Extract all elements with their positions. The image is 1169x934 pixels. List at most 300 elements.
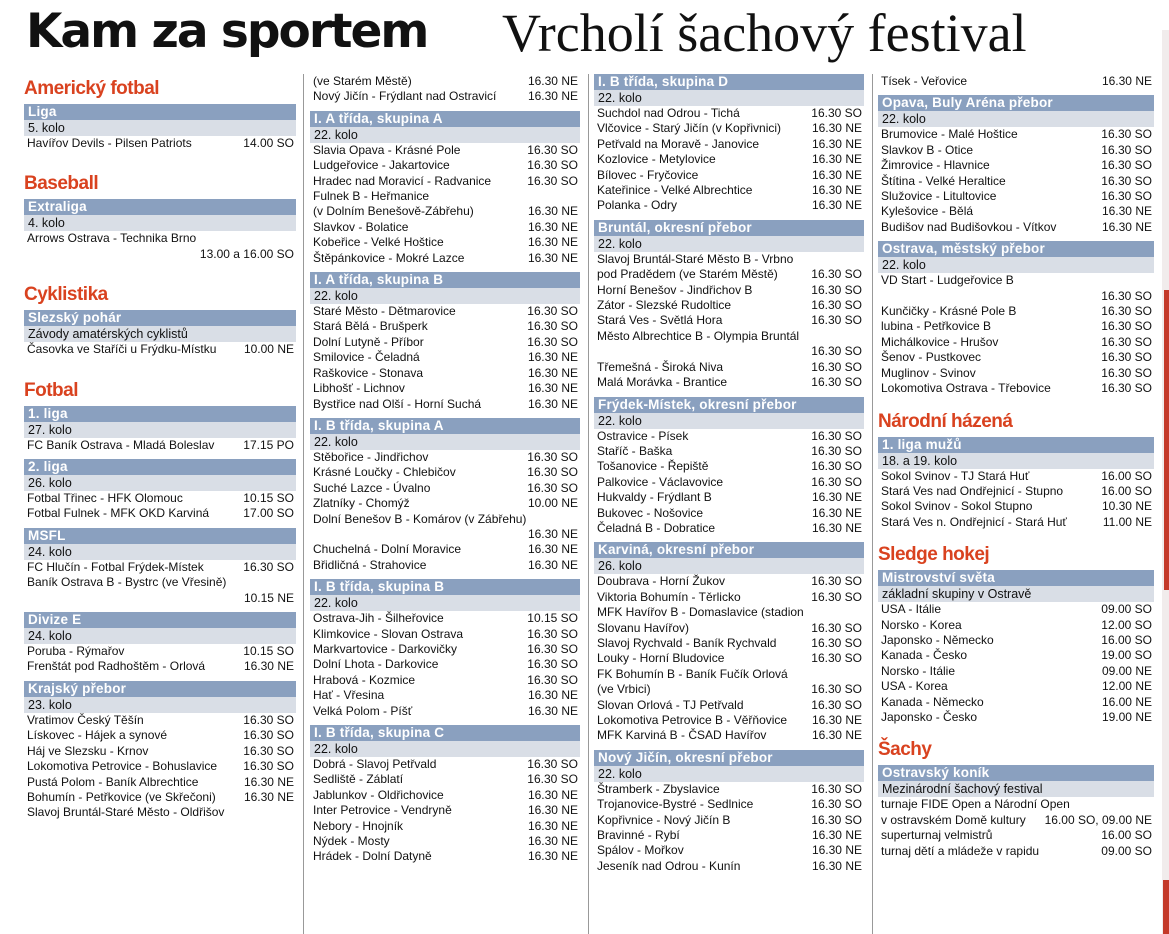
sport-heading: Fotbal <box>24 379 78 401</box>
column-divider <box>872 74 873 934</box>
match-teams: FC Baník Ostrava - Mladá Boleslav <box>27 437 215 452</box>
match-row <box>878 220 1154 235</box>
match-row <box>310 235 580 250</box>
round-label: 22. kolo <box>878 111 1154 127</box>
match-time: 16.30 NE <box>811 167 862 182</box>
match-row <box>310 657 580 672</box>
match-time: 16.30 SO <box>243 559 294 574</box>
match-row <box>24 136 296 151</box>
match-row <box>24 438 296 453</box>
round-label: 22. kolo <box>594 90 864 106</box>
match-row <box>594 459 864 474</box>
match-row <box>878 189 1154 204</box>
match-time: 16.30 SO <box>1101 381 1152 396</box>
match-time: 16.30 NE <box>527 557 578 572</box>
match-teams: Libhošť - Lichnov <box>313 381 405 396</box>
match-row <box>594 329 864 344</box>
match-row <box>878 797 1154 812</box>
match-time: 16.30 NE <box>527 250 578 265</box>
match-time: 16.30 SO <box>811 620 862 635</box>
match-teams: Trojanovice-Bystré - Sedlnice <box>597 797 754 812</box>
match-teams: pod Pradědem (ve Starém Městě) <box>597 267 778 282</box>
competition-bar: Frýdek-Místek, okresní přebor <box>594 397 864 413</box>
match-row <box>310 542 580 557</box>
match-row <box>878 289 1154 304</box>
round-label: 22. kolo <box>310 127 580 143</box>
match-row <box>878 618 1154 633</box>
match-row <box>310 450 580 465</box>
match-time: 16.00 NE <box>1101 694 1152 709</box>
match-teams: Dolní Benešov B - Komárov (v Zábřehu) <box>313 511 527 526</box>
round-label: Mezinárodní šachový festival <box>878 781 1154 797</box>
match-teams: Vlčovice - Starý Jičín (v Kopřivnici) <box>597 121 782 136</box>
match-teams: Staré Město - Dětmarovice <box>313 304 456 319</box>
match-teams: turnaj dětí a mládeže v rapidu <box>881 843 1040 858</box>
match-teams: Japonsko - Česko <box>881 709 978 724</box>
match-list <box>310 304 580 412</box>
match-time: 10.15 NE <box>243 590 294 605</box>
match-row <box>310 611 580 626</box>
match-time: 16.30 NE <box>811 152 862 167</box>
match-time: 16.30 NE <box>527 787 578 802</box>
match-row <box>310 350 580 365</box>
round-label: Závody amatérských cyklistů <box>24 326 296 342</box>
match-row <box>310 74 580 89</box>
match-time: 16.30 SO <box>527 158 578 173</box>
match-row <box>594 375 864 390</box>
match-row <box>878 143 1154 158</box>
match-time: 16.30 SO <box>527 772 578 787</box>
match-teams: Město Albrechtice B - Olympia Bruntál <box>597 328 800 343</box>
match-teams: Stará Ves - Světlá Hora <box>597 313 723 328</box>
match-time: 16.30 SO <box>811 781 862 796</box>
match-time: 16.00 SO <box>1101 468 1152 483</box>
match-teams: Sedliště - Záblatí <box>313 772 404 787</box>
edge-red-strip <box>1164 290 1169 590</box>
match-teams: Nebory - Hnojník <box>313 818 404 833</box>
match-time: 16.30 NE <box>811 728 862 743</box>
competition-bar: 1. liga mužů <box>878 437 1154 453</box>
match-teams: Krásné Loučky - Chlebičov <box>313 465 456 480</box>
competition-bar: Ostrava, městský přebor <box>878 241 1154 257</box>
match-row <box>24 790 296 805</box>
match-teams: Kobeřice - Velké Hoštice <box>313 235 444 250</box>
match-teams: Zlatníky - Chomýž <box>313 496 410 511</box>
match-time: 11.00 NE <box>1102 514 1152 529</box>
match-teams: Kozlovice - Metylovice <box>597 152 716 167</box>
match-teams: Stará Bělá - Brušperk <box>313 319 428 334</box>
match-time: 16.30 SO <box>527 757 578 771</box>
match-time: 10.15 SO <box>243 491 294 506</box>
match-teams: Brumovice - Malé Hoštice <box>881 127 1018 142</box>
match-row <box>594 475 864 490</box>
match-row <box>310 558 580 573</box>
match-row <box>878 515 1154 530</box>
match-list <box>24 342 296 357</box>
match-row <box>878 381 1154 396</box>
match-time: 16.30 NE <box>1101 204 1152 219</box>
match-row <box>310 143 580 158</box>
match-row <box>310 704 580 719</box>
match-teams: Japonsko - Německo <box>881 632 994 647</box>
match-row <box>310 627 580 642</box>
match-row <box>310 757 580 772</box>
match-teams <box>881 289 1101 304</box>
match-time: 16.30 SO <box>527 641 578 656</box>
match-row <box>878 828 1154 843</box>
match-teams: Stará Ves nad Ondřejnicí - Stupno <box>881 483 1064 498</box>
match-row <box>594 252 864 267</box>
round-label: 22. kolo <box>310 434 580 450</box>
match-row <box>878 710 1154 725</box>
page-subtitle: Vrcholí šachový festival <box>502 3 1027 63</box>
match-row <box>310 204 580 219</box>
match-time: 16.00 SO <box>1101 632 1152 647</box>
match-time: 16.30 SO <box>1101 173 1152 188</box>
match-time: 16.30 SO <box>811 474 862 489</box>
round-label: 27. kolo <box>24 422 296 438</box>
match-row <box>594 444 864 459</box>
match-teams: Hradec nad Moravicí - Radvanice <box>313 173 492 188</box>
match-time: 09.00 SO <box>1101 602 1152 617</box>
match-teams: Hrabová - Kozmice <box>313 672 416 687</box>
match-row <box>594 574 864 589</box>
match-time: 16.30 SO <box>527 142 578 157</box>
column-divider <box>303 74 304 934</box>
match-teams: Lískovec - Hájek a synové <box>27 728 168 743</box>
match-teams: Žimrovice - Hlavnice <box>881 158 990 173</box>
match-teams: Malá Morávka - Brantice <box>597 375 728 390</box>
competition-bar: Divize E <box>24 612 296 628</box>
sport-heading: Americký fotbal <box>24 78 160 99</box>
match-row <box>24 744 296 759</box>
match-row <box>594 313 864 328</box>
competition-bar: MSFL <box>24 528 296 544</box>
match-teams: Budišov nad Budišovkou - Vítkov <box>881 219 1057 234</box>
match-row <box>878 74 1154 89</box>
match-teams: Hať - Vřesina <box>313 688 385 703</box>
match-row <box>594 605 864 620</box>
match-row <box>594 152 864 167</box>
match-time: 16.00 SO <box>1101 828 1152 843</box>
match-row <box>310 397 580 412</box>
match-time: 10.00 NE <box>243 342 294 357</box>
competition-bar: I. B třída, skupina B <box>310 579 580 595</box>
column-divider <box>588 74 589 934</box>
match-time: 16.30 NE <box>811 183 862 198</box>
match-teams: Smilovice - Čeladná <box>313 350 420 365</box>
match-teams: Slavoj Rychvald - Baník Rychvald <box>597 635 777 650</box>
match-row <box>594 490 864 505</box>
match-time: 16.30 SO <box>811 797 862 812</box>
competition-bar: I. B třída, skupina C <box>310 725 580 741</box>
match-time: 16.30 SO <box>243 759 294 774</box>
match-teams: Bravinné - Rybí <box>597 828 680 843</box>
match-teams: Časovka ve Staříči u Frýdku-Místku <box>27 342 217 357</box>
match-teams: Štěpánkovice - Mokré Lazce <box>313 250 465 265</box>
match-row <box>594 636 864 651</box>
match-time: 16.30 SO <box>811 443 862 458</box>
match-time: 16.30 SO <box>811 574 862 589</box>
match-row <box>594 782 864 797</box>
match-teams: Louky - Horní Bludovice <box>597 651 725 666</box>
match-row <box>878 664 1154 679</box>
match-time: 10.30 NE <box>1101 499 1152 514</box>
match-row <box>24 644 296 659</box>
match-row <box>594 506 864 521</box>
match-time: 19.00 SO <box>1101 648 1152 663</box>
match-teams: Staříč - Baška <box>597 443 673 458</box>
sport-heading: Národní házená <box>878 410 1013 432</box>
sport-heading: Baseball <box>24 173 99 195</box>
match-row <box>594 521 864 536</box>
match-time: 16.30 SO <box>811 282 862 297</box>
sport-heading: Cyklistika <box>24 284 108 306</box>
match-row <box>594 267 864 282</box>
match-row <box>310 673 580 688</box>
match-time: 16.30 SO <box>1101 189 1152 204</box>
match-time: 16.30 SO <box>243 728 294 743</box>
match-teams: Kylešovice - Bělá <box>881 204 974 219</box>
match-teams: Klimkovice - Slovan Ostrava <box>313 626 464 641</box>
match-time: 16.30 NE <box>527 350 578 365</box>
match-teams: Slavkov B - Otice <box>881 142 974 157</box>
match-row <box>878 335 1154 350</box>
round-label: 26. kolo <box>24 475 296 491</box>
match-row <box>594 828 864 843</box>
match-teams: Slavia Opava - Krásné Pole <box>313 142 461 157</box>
match-time: 16.00 SO <box>1101 483 1152 498</box>
match-time: 16.30 NE <box>527 803 578 818</box>
match-teams: Raškovice - Stonava <box>313 365 424 380</box>
match-time: 16.30 SO <box>811 428 862 443</box>
match-time: 12.00 NE <box>1101 679 1152 694</box>
match-time: 16.30 SO <box>1101 319 1152 334</box>
match-teams: superturnaj velmistrů <box>881 828 993 843</box>
match-teams: USA - Itálie <box>881 602 942 617</box>
match-time: 16.30 SO <box>811 651 862 666</box>
match-time: 16.30 SO <box>811 267 862 282</box>
match-time: 16.30 SO <box>527 334 578 349</box>
match-time: 16.30 SO <box>1101 334 1152 349</box>
match-time: 16.30 SO <box>811 106 862 120</box>
match-teams: Michálkovice - Hrušov <box>881 334 999 349</box>
match-time: 16.30 SO <box>811 313 862 328</box>
match-teams: Hrádek - Dolní Datyně <box>313 849 432 864</box>
match-teams: Bukovec - Nošovice <box>597 505 704 520</box>
match-teams: Lokomotiva Petrovice B - Věřňovice <box>597 713 788 727</box>
match-row <box>24 805 296 820</box>
match-teams: Sokol Svinov - Sokol Stupno <box>881 499 1033 514</box>
match-time: 16.30 NE <box>527 74 578 88</box>
match-row <box>310 465 580 480</box>
match-row <box>878 174 1154 189</box>
match-time: 16.30 SO <box>1101 158 1152 173</box>
match-row <box>310 189 580 204</box>
match-time: 16.30 NE <box>811 136 862 151</box>
match-row <box>310 512 580 527</box>
round-label: 26. kolo <box>594 558 864 574</box>
round-label: 22. kolo <box>310 288 580 304</box>
match-teams: turnaje FIDE Open a Národní Open <box>881 797 1070 812</box>
match-row <box>878 204 1154 219</box>
match-list <box>24 438 296 453</box>
match-row <box>310 220 580 235</box>
match-teams: Chuchelná - Dolní Moravice <box>313 542 462 557</box>
match-time: 16.30 NE <box>243 789 294 804</box>
match-teams: Baník Ostrava B - Bystrc (ve Vřesině) <box>27 575 227 590</box>
competition-bar: Bruntál, okresní přebor <box>594 220 864 236</box>
match-time: 16.30 NE <box>811 520 862 535</box>
match-teams: Lokomotiva Petrovice - Bohuslavice <box>27 759 218 774</box>
round-label: 24. kolo <box>24 544 296 560</box>
competition-bar: Nový Jičín, okresní přebor <box>594 750 864 766</box>
match-teams: Suché Lazce - Úvalno <box>313 480 431 495</box>
match-teams: Štítina - Velké Heraltice <box>881 173 1006 188</box>
match-row <box>594 590 864 605</box>
match-teams: Fulnek B - Heřmanice <box>313 189 430 204</box>
match-time: 16.30 SO <box>527 626 578 641</box>
match-time: 16.30 SO <box>243 743 294 758</box>
match-row <box>594 713 864 728</box>
match-teams: Horní Benešov - Jindřichov B <box>597 282 753 297</box>
sport-heading: Sledge hokej <box>878 544 990 566</box>
match-row <box>594 121 864 136</box>
match-list <box>594 782 864 874</box>
match-row <box>878 469 1154 484</box>
match-row <box>878 350 1154 365</box>
match-time: 16.00 SO, 09.00 NE <box>1044 812 1152 827</box>
match-row <box>24 560 296 575</box>
match-list <box>594 106 864 214</box>
page-header <box>0 0 1169 70</box>
match-list <box>878 469 1154 531</box>
match-row <box>310 251 580 266</box>
round-label: 22. kolo <box>310 595 580 611</box>
match-row <box>24 775 296 790</box>
competition-bar: Slezský pohár <box>24 310 296 326</box>
match-time: 16.30 SO <box>811 359 862 374</box>
match-list <box>310 143 580 266</box>
match-time: 17.15 PO <box>243 437 294 452</box>
match-teams: Kateřinice - Velké Albrechtice <box>597 183 753 198</box>
match-time: 17.00 SO <box>243 506 294 521</box>
match-time: 16.30 NE <box>811 713 862 727</box>
match-row <box>24 659 296 674</box>
match-teams: Doubrava - Horní Žukov <box>597 574 726 589</box>
match-row <box>310 803 580 818</box>
round-label: 22. kolo <box>594 766 864 782</box>
match-teams: Nýdek - Mosty <box>313 834 390 849</box>
match-time: 14.00 SO <box>243 136 294 150</box>
match-teams: Norsko - Korea <box>881 617 962 632</box>
match-row <box>878 695 1154 710</box>
match-teams: USA - Korea <box>881 679 948 694</box>
match-teams: Slavoj Bruntál-Staré Město B - Vrbno <box>597 251 794 266</box>
match-row <box>878 813 1154 828</box>
match-teams: Sokol Svinov - TJ Stará Huť <box>881 468 1030 483</box>
match-teams: Muglinov - Svinov <box>881 365 976 380</box>
match-list <box>310 611 580 719</box>
match-list <box>310 757 580 865</box>
match-teams: Štramberk - Zbyslavice <box>597 781 720 796</box>
match-teams: Kanada - Česko <box>881 648 968 663</box>
round-label: 22. kolo <box>594 236 864 252</box>
match-row <box>310 527 580 542</box>
match-row <box>310 158 580 173</box>
match-row <box>24 342 296 357</box>
match-time: 16.30 SO <box>1101 142 1152 157</box>
match-teams: Hukvaldy - Frýdlant B <box>597 490 712 505</box>
match-time: 12.00 SO <box>1101 617 1152 632</box>
match-teams: FC Hlučín - Fotbal Frýdek-Místek <box>27 559 204 574</box>
match-row <box>878 319 1154 334</box>
competition-bar: Liga <box>24 104 296 120</box>
match-time: 16.30 SO <box>527 672 578 687</box>
match-teams: Havířov Devils - Pilsen Patriots <box>27 136 192 150</box>
match-teams: Lokomotiva Ostrava - Třebovice <box>881 381 1051 396</box>
match-row <box>310 642 580 657</box>
match-teams: Markvartovice - Darkovičky <box>313 641 458 656</box>
match-row <box>878 304 1154 319</box>
match-teams: Vratimov Český Těšín <box>27 712 144 727</box>
match-teams: Kopřivnice - Nový Jičín B <box>597 812 731 827</box>
match-time: 16.30 SO <box>527 657 578 672</box>
match-row <box>594 843 864 858</box>
match-time: 16.30 NE <box>527 526 578 541</box>
match-row <box>310 819 580 834</box>
match-time: 16.30 NE <box>527 365 578 380</box>
match-time: 10.00 NE <box>527 496 578 511</box>
match-row <box>24 759 296 774</box>
round-label: 22. kolo <box>594 413 864 429</box>
match-teams: Služovice - Litultovice <box>881 189 997 204</box>
match-row <box>594 651 864 666</box>
match-row <box>878 127 1154 142</box>
match-row <box>24 491 296 506</box>
match-time: 09.00 SO <box>1101 843 1152 858</box>
match-teams: Slovanu Havířov) <box>597 620 690 635</box>
match-teams: Stěbořice - Jindřichov <box>313 449 429 464</box>
match-time: 16.30 NE <box>527 849 578 864</box>
match-time: 16.30 SO <box>527 304 578 319</box>
match-row <box>24 713 296 728</box>
match-teams: FK Bohumín B - Baník Fučík Orlová <box>597 666 788 681</box>
match-teams: Fotbal Třinec - HFK Olomouc <box>27 491 183 506</box>
competition-bar: Karviná, okresní přebor <box>594 542 864 558</box>
match-teams <box>597 344 811 359</box>
match-time: 16.30 SO <box>811 635 862 650</box>
match-teams: Čeladná B - Dobratice <box>597 520 716 535</box>
match-row <box>310 174 580 189</box>
match-row <box>594 667 864 682</box>
match-row <box>594 797 864 812</box>
match-time: 16.30 SO <box>1101 304 1152 319</box>
competition-bar: Mistrovství světa <box>878 570 1154 586</box>
match-time: 19.00 NE <box>1101 709 1152 724</box>
round-label: 5. kolo <box>24 120 296 136</box>
match-teams: MFK Havířov B - Domaslavice (stadion <box>597 605 804 620</box>
match-row <box>24 506 296 521</box>
match-list <box>24 491 296 522</box>
match-row <box>310 688 580 703</box>
match-row <box>878 602 1154 617</box>
match-time: 10.15 SO <box>243 644 294 659</box>
match-teams: Slovan Orlová - TJ Petřvald <box>597 697 744 712</box>
match-time: 16.30 NE <box>811 198 862 213</box>
match-teams: Bohumín - Petřkovice (ve Skřečoni) <box>27 789 216 804</box>
match-list <box>878 74 1154 89</box>
